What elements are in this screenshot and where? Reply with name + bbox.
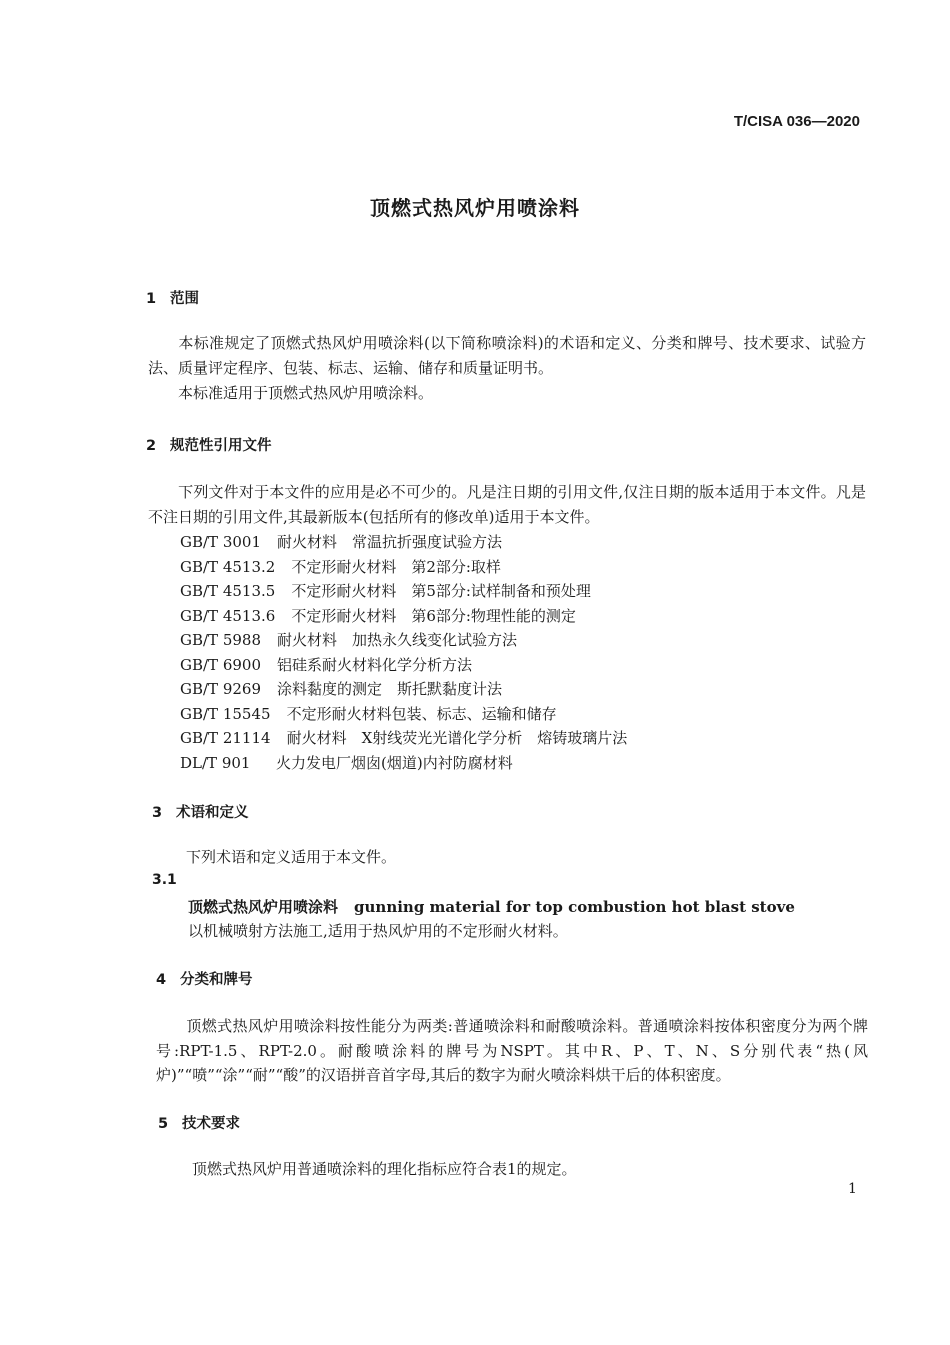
reference-code: GB/T 5988: [180, 631, 262, 649]
section-1-paragraph-2: [148, 381, 866, 406]
section-title: 范围: [170, 291, 199, 307]
section-5-paragraph: 顶燃式热风炉用普通喷涂料的理化指标应符合表1的规定。: [192, 1160, 577, 1178]
reference-item: [180, 579, 627, 604]
reference-code: GB/T 15545: [180, 704, 271, 723]
section-title: 规范性引用文件: [170, 438, 272, 454]
term-chinese: 顶燃式热风炉用喷涂料: [188, 898, 339, 916]
reference-title: 不定形耐火材料包装、标志、运输和储存: [286, 704, 557, 723]
reference-list: [180, 530, 627, 775]
section-3-heading: [152, 801, 249, 822]
reference-item: [180, 604, 627, 629]
section-number: 5: [158, 1116, 169, 1132]
reference-title: 耐火材料 X射线荧光光谱化学分析 熔铸玻璃片法: [286, 729, 628, 747]
reference-code: DL/T 901: [180, 753, 251, 772]
term-number: 3.1: [152, 872, 177, 888]
reference-item: [180, 677, 627, 702]
reference-item: [180, 530, 627, 555]
reference-item: [180, 628, 627, 653]
term-english: gunning material for top combustion hot blast stove: [354, 898, 795, 916]
reference-item: [180, 751, 627, 776]
section-2-heading: [146, 434, 272, 455]
reference-code: GB/T 3001: [180, 533, 262, 551]
reference-title: 火力发电厂烟囱(烟道)内衬防腐材料: [276, 753, 513, 772]
reference-item: [180, 726, 627, 751]
reference-title: 耐火材料 加热永久线变化试验方法: [277, 631, 518, 649]
section-2-intro: [148, 480, 866, 529]
reference-code: GB/T 4513.6: [180, 606, 276, 625]
section-4-paragraph: [156, 1014, 868, 1088]
section-3-intro: 下列术语和定义适用于本文件。: [186, 848, 397, 866]
reference-code: GB/T 4513.5: [180, 582, 276, 600]
reference-title: 不定形耐火材料 第5部分:试样制备和预处理: [291, 582, 591, 600]
paragraph-text: 下列文件对于本文件的应用是必不可少的。凡是注日期的引用文件,仅注日期的版本适用于本文件。凡是不注日期的引用文件,其最新版本(包括所有的修改单)适用于本文件。: [148, 483, 866, 526]
section-number: 1: [146, 291, 157, 307]
document-title: 顶燃式热风炉用喷涂料: [370, 196, 580, 220]
section-title: 技术要求: [182, 1116, 240, 1132]
section-5-heading: [158, 1112, 240, 1133]
reference-code: GB/T 9269: [180, 680, 262, 698]
term-entry: [188, 896, 795, 917]
reference-item: [180, 702, 627, 727]
reference-title: 铝硅系耐火材料化学分析方法: [277, 655, 473, 674]
section-4-heading: [156, 968, 253, 989]
reference-item: [180, 555, 627, 580]
reference-title: 涂料黏度的测定 斯托默黏度计法: [277, 680, 503, 698]
reference-title: 不定形耐火材料 第2部分:取样: [291, 557, 501, 576]
section-1-paragraph-1: [148, 331, 866, 380]
section-1-heading: [146, 287, 199, 308]
page-number: 1: [848, 1181, 857, 1197]
section-number: 2: [146, 438, 157, 454]
section-number: 3: [152, 805, 163, 821]
reference-title: 不定形耐火材料 第6部分:物理性能的测定: [291, 606, 576, 625]
paragraph-text: 本标准适用于顶燃式热风炉用喷涂料。: [178, 384, 434, 402]
reference-item: [180, 653, 627, 678]
term-definition: 以机械喷射方法施工,适用于热风炉用的不定形耐火材料。: [188, 922, 568, 940]
reference-code: GB/T 21114: [180, 729, 271, 747]
section-title: 术语和定义: [176, 805, 249, 821]
reference-code: GB/T 6900: [180, 655, 262, 674]
paragraph-text: 本标准规定了顶燃式热风炉用喷涂料(以下简称喷涂料)的术语和定义、分类和牌号、技术要求、试验方法、质量评定程序、包装、标志、运输、储存和质量证明书。: [148, 334, 866, 377]
paragraph-text: 顶燃式热风炉用喷涂料按性能分为两类:普通喷涂料和耐酸喷涂料。普通喷涂料按体积密度分为两个牌号:RPT-1.5、RPT-2.0。耐酸喷涂料的牌号为NSPT。其中R、P、T、N、S分别代表“热(风炉)”“喷”“涂”“耐”“酸”的汉语拼音首字母,其后的数字为耐火喷涂料烘干后的体积密度。: [156, 1017, 868, 1084]
standard-code: T/CISA 036—2020: [733, 113, 860, 130]
section-number: 4: [156, 972, 167, 988]
section-title: 分类和牌号: [180, 972, 253, 988]
reference-title: 耐火材料 常温抗折强度试验方法: [277, 533, 503, 551]
reference-code: GB/T 4513.2: [180, 557, 276, 576]
